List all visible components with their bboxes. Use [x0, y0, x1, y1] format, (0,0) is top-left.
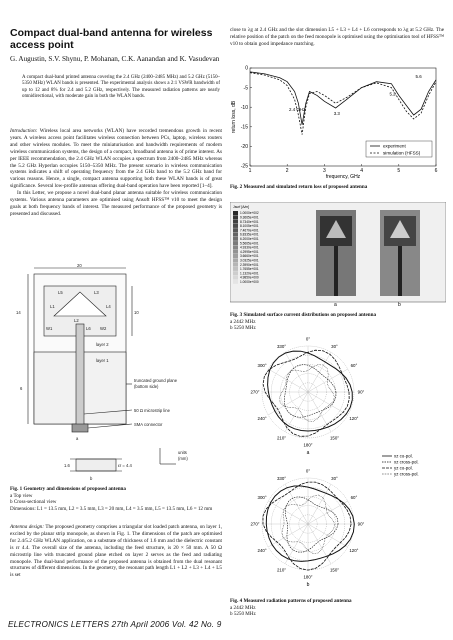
pattern-curve: [285, 497, 338, 552]
polar-spoke: [285, 484, 308, 524]
figure-4-radiation-patterns: [236, 334, 448, 592]
intro-paragraph-1: Wireless local area networks (WLAN) have recorded tremendous growth in recent years. A wireless access point facilitates wireless connection between PCs, laptop, wireless routers and other wireless modules. To meet the miniaturisation and bandwidth requirements of modern wireless communication systems, the design of a compact, broadband antenna is of prime interest. As per IEEE recommendation, the 2.4 GHz WLAN occupies a spectrum from 2400–2485 MHz whereas the 5.2 GHz Hyperlan occupies 5150–5350 MHz. The present scenario in wireless communication systems indicates a shift of operating frequency from the 2.4 GHz band to the 5.2 GHz band for various reasons. Hence, a single, compact antenna supporting both these WLAN bands is of great significance. Several low-profile antennas offering dual-band operation have been reported [1–4].: [10, 128, 222, 190]
legend-color-swatch: [233, 258, 238, 262]
figure-1-geometry: [10, 264, 222, 484]
angle-label: 60°: [350, 495, 358, 501]
legend-value: 4.2995e+001: [240, 249, 259, 254]
legend-value: 1.0000e+002: [240, 211, 259, 216]
fig1-caption-a: a Top view: [10, 492, 33, 499]
figure-4-caption: [230, 598, 444, 618]
series-line-experiment: [250, 72, 436, 125]
paper-title: Compact dual-band antenna for wireless access point: [10, 27, 213, 51]
legend-entry: experiment: [383, 143, 406, 149]
polar-spoke: [308, 484, 331, 524]
legend-color-swatch: [233, 220, 238, 224]
legend-value: 3.6660e+001: [240, 254, 259, 259]
label-l5: L5: [58, 290, 63, 295]
angle-label: 210°: [276, 435, 287, 441]
legend-color-swatch: [233, 276, 238, 280]
intro-paragraph-2: In this Letter, we propose a novel dual-band planar antenna suitable for wireless communication systems. Various antenna parameters are optimised using Ansoft HFSS™ v10 to meet the design goals at both frequency bands of interest. The measured performance of the proposed geometry is presented and discussed.: [10, 190, 222, 217]
angle-label: 270°: [250, 389, 260, 395]
label-l6: L6: [86, 326, 91, 331]
y-tick-label: -15: [240, 124, 248, 131]
legend-color-swatch: [233, 280, 238, 284]
angle-label: 0°: [305, 336, 311, 342]
label-w2: W2: [100, 326, 107, 331]
intro-heading: Introduction:: [10, 128, 38, 134]
legend-value: 7.4670e+001: [240, 228, 259, 233]
antenna-design-section: [10, 524, 222, 579]
x-tick-label: 2: [285, 168, 289, 174]
label-sma: SMA connector: [134, 422, 163, 427]
polar-spoke: [268, 501, 308, 524]
panel-b-label: b: [90, 476, 93, 481]
x-tick-label: 5: [397, 168, 401, 174]
angle-label: 300°: [257, 363, 267, 369]
legend-color-swatch: [233, 254, 238, 258]
fig3-caption-a: a 2442 MHz: [230, 318, 256, 325]
angle-label: 120°: [349, 416, 359, 422]
angle-label: 60°: [350, 363, 358, 369]
label-l1: L1: [50, 304, 55, 309]
angle-label: 30°: [331, 475, 338, 481]
fig4-caption-a: a 2442 MHz: [230, 604, 256, 611]
legend-color-swatch: [233, 228, 238, 232]
figure-2-caption: [230, 184, 444, 191]
label-l2: L2: [74, 318, 79, 323]
label-ground-bottom: (bottom side): [134, 384, 159, 389]
angle-label: 240°: [257, 416, 267, 422]
fig3-panel-a: a: [334, 302, 337, 308]
pattern-curve: [266, 486, 354, 561]
fig3-caption-title: Fig. 3 Simulated surface current distributions on proposed antenna: [230, 312, 376, 318]
polar-spoke: [268, 392, 308, 415]
label-eps: εr = 4.4: [118, 463, 132, 468]
legend-entry: xz co-pol.: [394, 453, 413, 459]
dim-10: 10: [134, 310, 139, 315]
legend-color-swatch: [233, 224, 238, 228]
angle-label: 300°: [257, 495, 267, 501]
legend-value: 4.9330e+001: [240, 245, 259, 250]
legend-color-swatch: [233, 233, 238, 237]
fig1-caption-title: Fig. 1 Geometry and dimensions of proposed antenna: [10, 486, 126, 492]
angle-label: 240°: [257, 548, 267, 554]
paper-authors: G. Augustin, S.V. Shynu, P. Mohanan, C.K. Aanandan and K. Vasudevan: [10, 55, 220, 63]
legend-color-swatch: [233, 237, 238, 241]
legend-value: 9.3665e+001: [240, 215, 259, 220]
fig1-caption-b: b Cross-sectional view: [10, 499, 57, 506]
legend-color-swatch: [233, 241, 238, 245]
angle-label: 120°: [349, 548, 359, 554]
fig1-caption-dims: Dimensions: L1 = 13.5 mm, L2 = 3.5 mm, L3 = 20 mm, L4 = 3.5 mm, L5 = 13.5 mm, L6 = 12 mm: [10, 505, 213, 512]
polar-spoke: [308, 524, 348, 547]
angle-label: 0°: [305, 468, 311, 474]
legend-value: 1.1320e+001: [240, 271, 259, 276]
angle-label: 90°: [357, 521, 365, 527]
legend-color-swatch: [233, 271, 238, 275]
figure-3-surface-current: [230, 202, 446, 310]
pattern-curve: [263, 350, 349, 436]
y-tick-label: -20: [240, 144, 248, 151]
legend-color-swatch: [233, 263, 238, 267]
legend-color-swatch: [233, 211, 238, 215]
design-paragraph: The proposed geometry comprises a triangular slot loaded patch antenna, on layer 1, excited by the planar strip monopole, as shown in Fig. 1. The dimensions of the patch are optimised for 2.4/5.2 GHz WLAN application, on a substrate of thickness of 1.6 mm and the dielectric constant is εr 4.4. The overall size of the antenna, including the feed structure, is 20 × 50 mm. A 50 Ω microstrip line with truncated ground plane etched on layer 2 serves as the feed and radiating monopole. The dual-band performance of the proposed antenna is obtained from the dual resonant structures of different dimensions. In the geometry, the resonant path length L1 + L2 + L3 + L4 + L5 is set: [10, 524, 222, 579]
fig3-caption-b: b 5250 MHz: [230, 325, 256, 332]
polar-spoke: [308, 392, 348, 415]
legend-value: 2.3990e+001: [240, 262, 259, 267]
legend-value: 1.0000e+000: [240, 280, 259, 284]
dim-6: 6: [20, 386, 23, 391]
dim-14: 14: [16, 310, 21, 315]
x-tick-label: 3: [323, 168, 326, 174]
dim-top: 20: [77, 264, 82, 268]
legend-entry: simulation (HFSS): [383, 150, 421, 156]
figure-2-return-loss-chart: [230, 62, 446, 180]
annotation-5-6: 5.6: [415, 73, 422, 79]
right-column-text: close to λg at 2.4 GHz and the slot dimension L5 + L3 + L4 + L6 corresponds to λg at 5.2 GHz. The relative position of the patch on the feed monopole is optimised using the optimisation tool of HFSS™ v10 to obtain good impedance matching.: [230, 27, 444, 47]
y-axis-label: return loss, dB: [231, 100, 237, 134]
journal-footer: ELECTRONICS LETTERS 27th April 2006 Vol. 42 No. 9: [8, 620, 222, 629]
angle-label: 270°: [250, 521, 260, 527]
legend-value: 8.1005e+001: [240, 224, 259, 229]
angle-label: 180°: [303, 442, 313, 448]
label-ground: truncated ground plane: [134, 378, 178, 383]
design-heading: Antenna design:: [10, 524, 44, 530]
legend-color-swatch: [233, 267, 238, 271]
label-l3: L3: [94, 290, 99, 295]
y-tick-label: -10: [240, 104, 248, 111]
polar-spoke: [308, 501, 348, 524]
figure-1-caption: [10, 486, 222, 512]
panel-a-label: a: [76, 436, 79, 441]
angle-label: 150°: [329, 567, 340, 573]
legend-value: 8.7340e+001: [240, 219, 259, 224]
legend-value: 5.5665e+001: [240, 241, 259, 246]
legend-value: 1.7655e+001: [240, 267, 259, 272]
x-axis-label: frequency, GHz: [325, 174, 361, 180]
figure-3-caption: [230, 312, 444, 332]
legend-value: 6.2000e+001: [240, 237, 259, 241]
legend-entry: xz cross-pol.: [394, 459, 419, 465]
legend-color-swatch: [233, 245, 238, 249]
polar-spoke: [268, 369, 308, 392]
panel-label: b: [306, 582, 310, 588]
fig2-caption-title: Fig. 2 Measured and simulated return loss of proposed antenna: [230, 184, 368, 190]
label-mm: (mm): [178, 456, 188, 461]
label-w1: W1: [46, 326, 53, 331]
y-tick-label: -25: [240, 163, 248, 170]
x-tick-label: 1: [248, 168, 252, 174]
legend-value: 3.0325e+001: [240, 258, 259, 263]
angle-label: 330°: [276, 475, 287, 481]
x-tick-label: 6: [434, 168, 438, 174]
series-line-simulation: [250, 73, 436, 135]
label-microstrip: 50 Ω microstrip line: [134, 408, 170, 413]
pattern-curve: [280, 365, 335, 422]
y-tick-label: -5: [243, 85, 248, 92]
legend-entry: yz cross-pol.: [394, 471, 419, 477]
fig4-caption-b: b 5250 MHz: [230, 611, 256, 618]
polar-spoke: [285, 524, 308, 564]
annotation-5-2: 5.2: [389, 91, 396, 97]
angle-label: 180°: [303, 574, 313, 580]
angle-label: 330°: [276, 343, 287, 349]
legend-color-swatch: [233, 250, 238, 254]
label-layer2: layer 2: [96, 342, 109, 347]
angle-label: 90°: [357, 389, 365, 395]
angle-label: 150°: [329, 435, 340, 441]
legend-value: 4.9850e+000: [240, 275, 259, 280]
legend-color-swatch: [233, 215, 238, 219]
fig4-caption-title: Fig. 4 Measured radiation patterns of proposed antenna: [230, 598, 352, 604]
annotation-2-4ghz: 2.4 GHz: [289, 107, 306, 113]
angle-label: 30°: [331, 343, 338, 349]
y-tick-label: 0: [245, 65, 248, 72]
abstract: A compact dual-band printed antenna covering the 2.4 GHz (2400–2485 MHz) and 5.2 GHz (5150–5350 MHz) WLAN bands is presented. The experimental analysis shows a 2:1 VSWR bandwidth of up to 12 and 8% for 2.4 and 5.2 GHz, respectively. The measured radiation patterns are nearly omnidirectional, with moderate gain in both the WLAN bands.: [22, 75, 220, 100]
fig3-legend-title: Jsurf [A/m]: [233, 205, 250, 209]
introduction-section: [10, 128, 222, 218]
panel-label: a: [306, 450, 310, 456]
x-tick-label: 4: [360, 168, 363, 174]
label-layer1: layer 1: [96, 358, 109, 363]
legend-entry: yz co-pol.: [394, 465, 413, 471]
angle-label: 210°: [276, 567, 287, 573]
label-units: units: [178, 450, 187, 455]
label-l4: L4: [106, 304, 111, 309]
annotation-3-3: 3.3: [333, 111, 340, 117]
legend-value: 6.8335e+001: [240, 232, 259, 237]
polar-spoke: [308, 392, 331, 432]
pattern-curve: [268, 351, 353, 431]
fig3-panel-b: b: [398, 302, 401, 308]
label-thickness: 1.6: [64, 463, 70, 468]
